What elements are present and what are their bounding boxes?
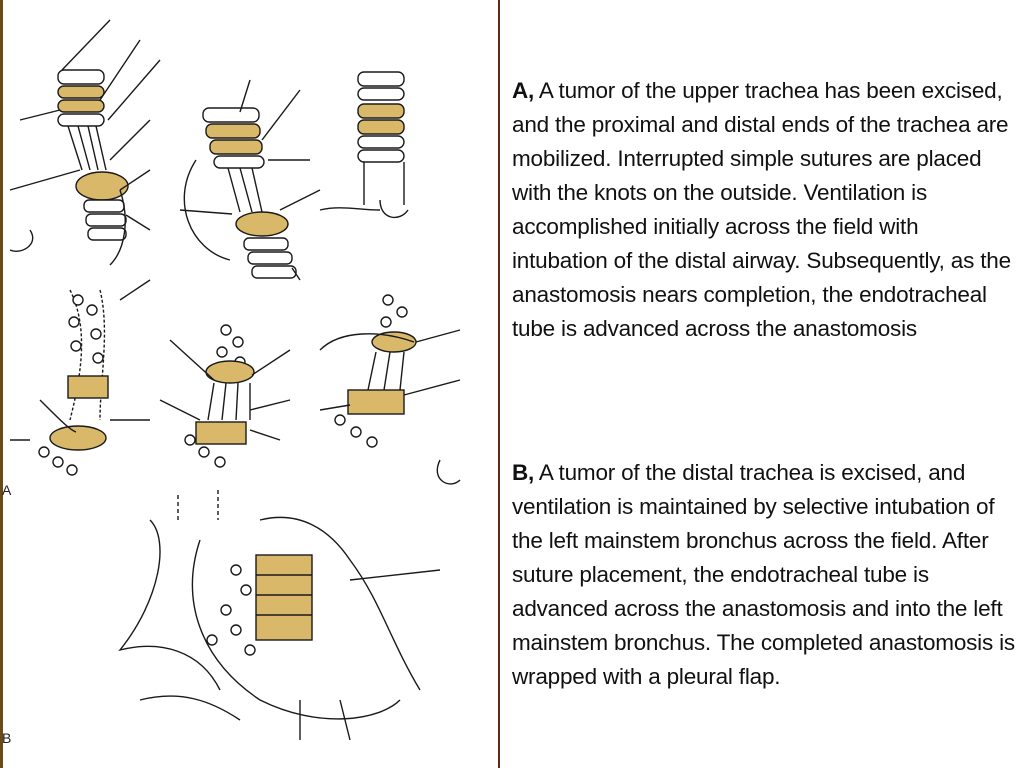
trachea-drawing-5 <box>160 325 290 467</box>
caption-b-label: B, <box>512 460 535 485</box>
trachea-drawing-2 <box>180 80 320 280</box>
figure-panel <box>0 0 500 768</box>
trachea-drawing-b <box>120 490 440 740</box>
caption-a-label: A, <box>512 78 535 103</box>
trachea-drawing-4 <box>10 280 150 475</box>
tracheal-anastomosis-illustration <box>0 0 500 768</box>
caption-b <box>512 456 1017 694</box>
caption-a-text: A tumor of the upper trachea has been excised, and the proximal and distal ends of the trachea are mobilized. Interrupted simple sutures are placed with the knots on the outside. Ventilation is accomplished initially across the field with intubation of the distal airway. Subsequently, as the anastomosis nears completion, the endotracheal tube is advanced across the anastomosis <box>512 78 1011 341</box>
caption-a <box>512 74 1017 346</box>
caption-b-text: A tumor of the distal trachea is excised, and ventilation is maintained by selective intubation of the left mainstem bronchus across the field. After suture placement, the endotracheal tube is advanced across the anastomosis and into the left mainstem bronchus. The completed anastomosis is wrapped with a pleural flap. <box>512 460 1015 689</box>
trachea-drawing-1 <box>10 20 160 265</box>
panel-a-label: A <box>2 482 12 498</box>
panel-b-label: B <box>2 730 12 746</box>
trachea-drawing-3 <box>320 72 408 217</box>
trachea-drawing-6 <box>320 295 460 484</box>
